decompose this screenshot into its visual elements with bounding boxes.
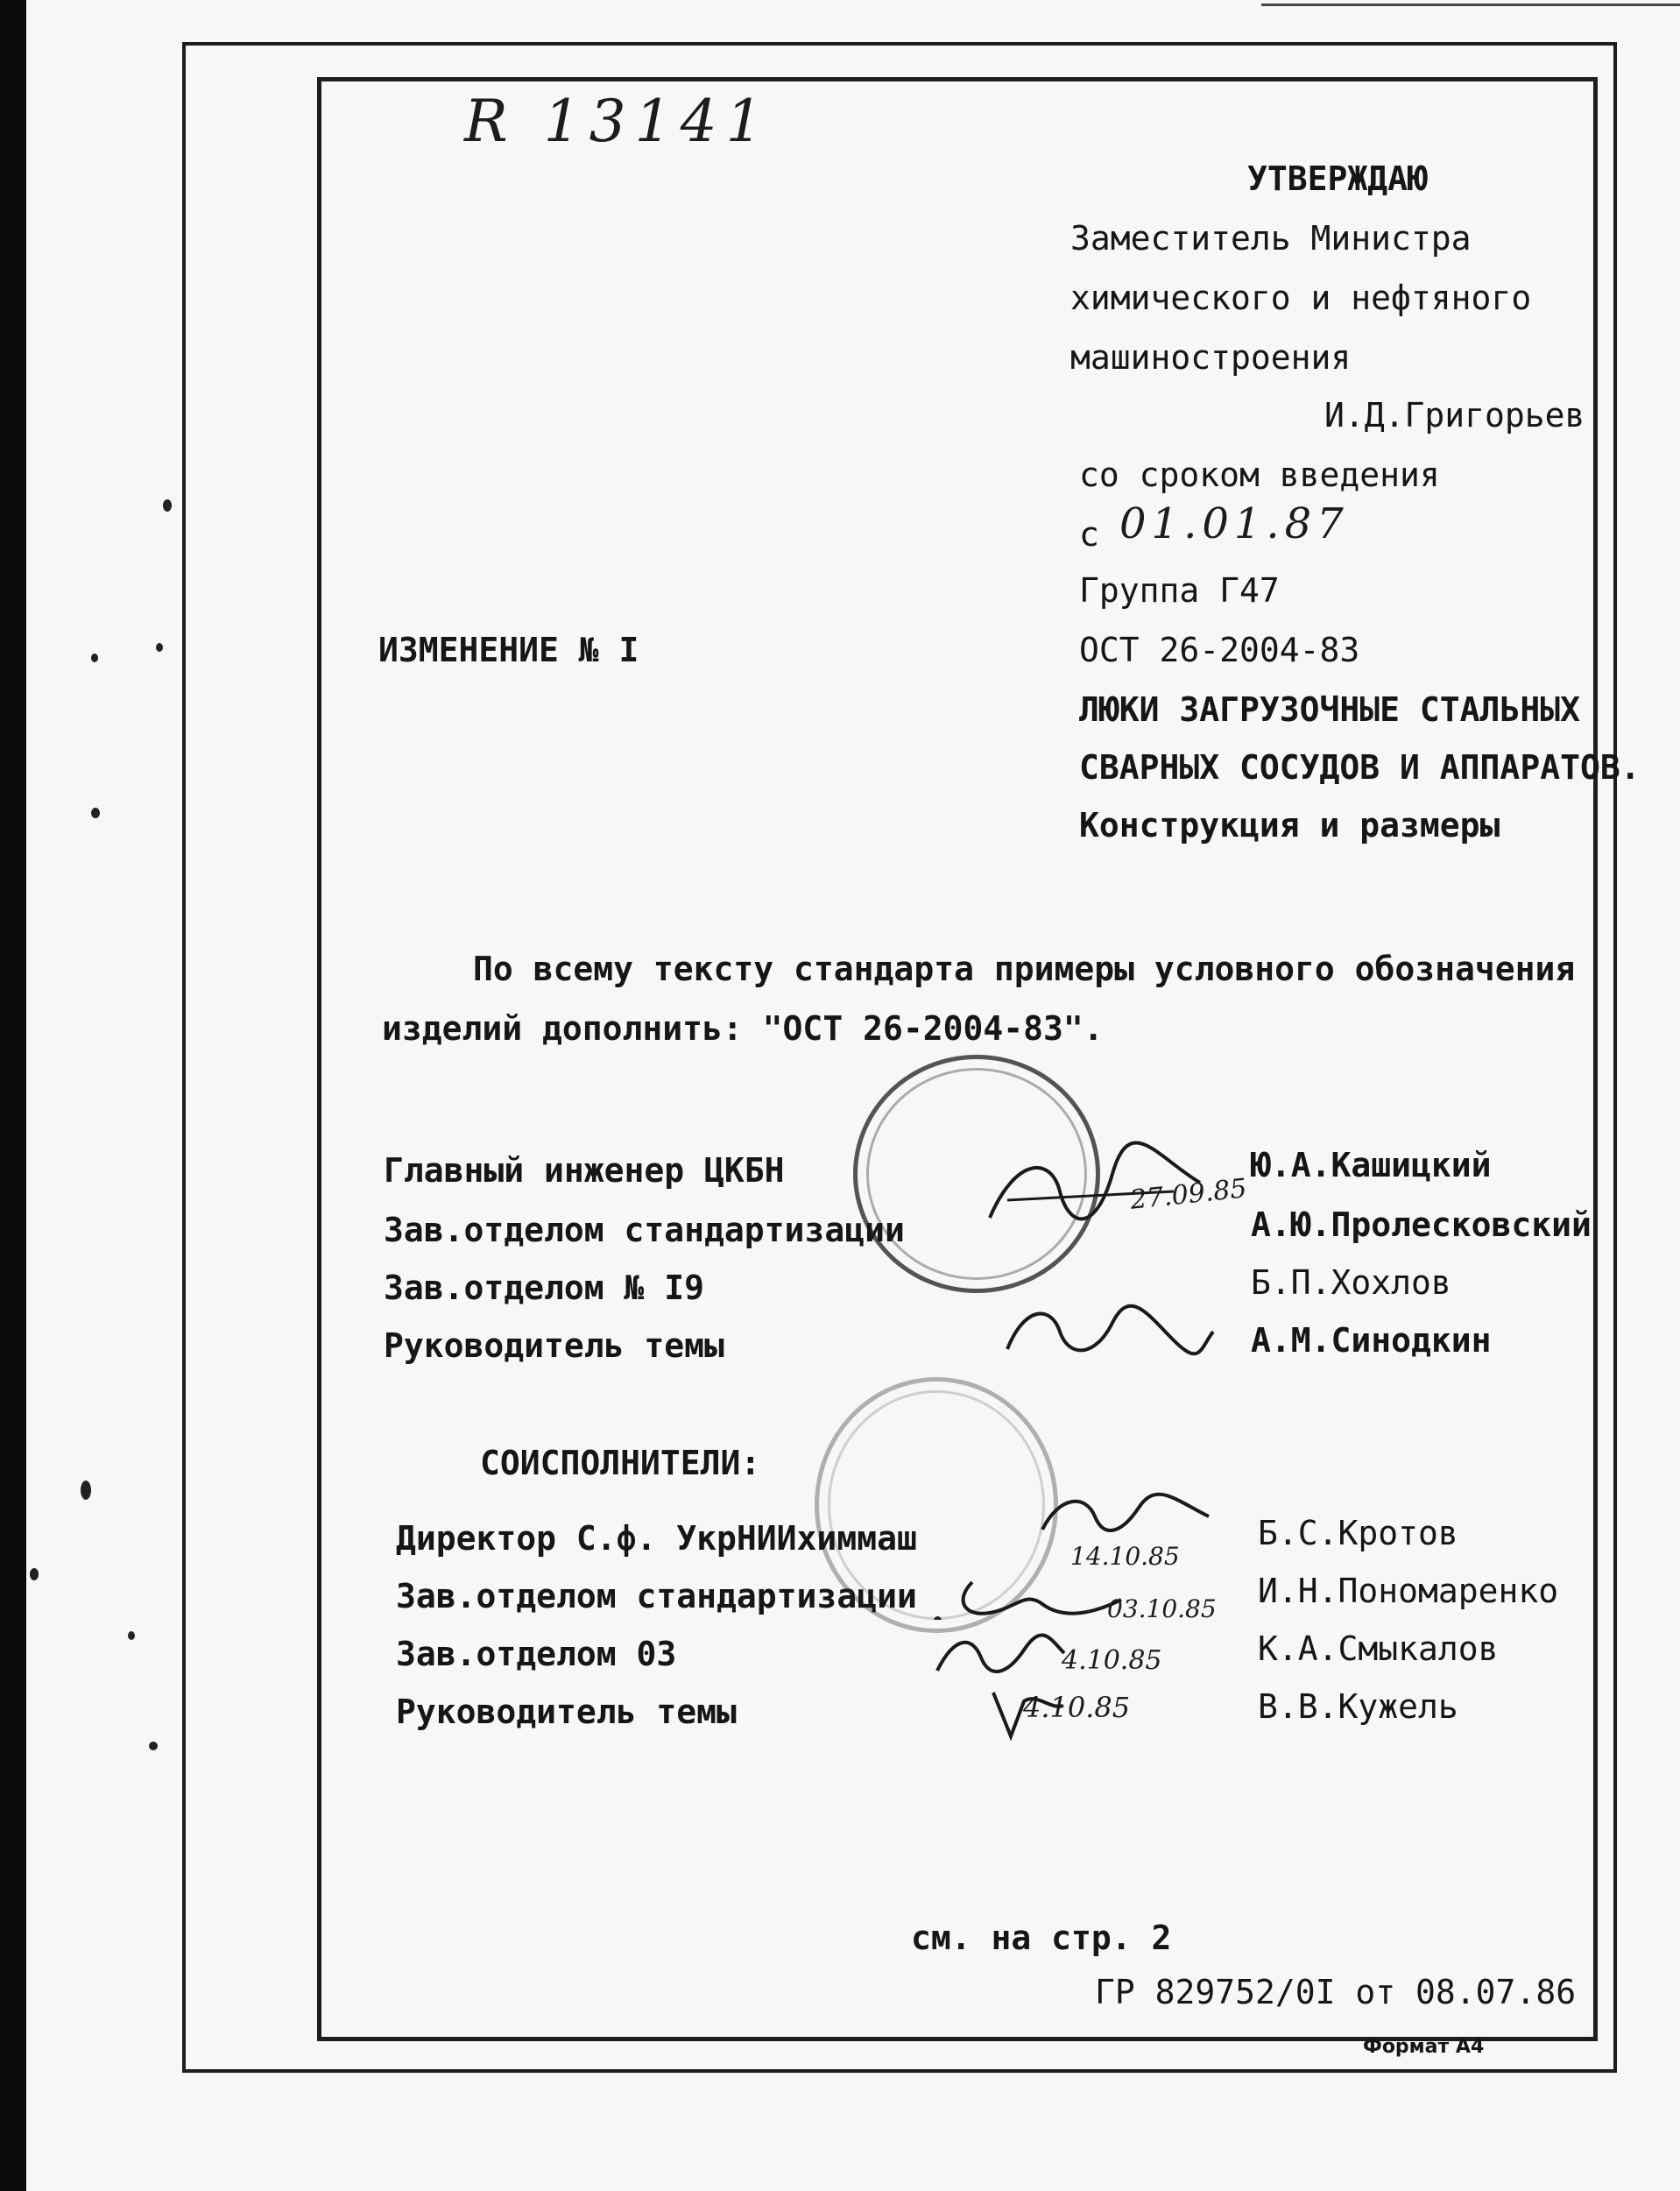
signatory-role: Руководитель темы <box>384 1326 724 1365</box>
scan-speck <box>30 1568 39 1580</box>
scan-speck <box>128 1631 135 1640</box>
body-line-2: изделий дополнить: "ОСТ 26-2004-83". <box>382 1009 1104 1048</box>
group-code: Группа Г47 <box>1079 571 1280 610</box>
coexecutor-name: И.Н.Пономаренко <box>1258 1572 1559 1610</box>
standard-number: ОСТ 26-2004-83 <box>1079 631 1360 669</box>
scan-edge <box>0 0 26 2191</box>
signature <box>981 1139 1209 1244</box>
approver-name: И.Д.Григорьев <box>1324 396 1585 435</box>
change-label: ИЗМЕНЕНИЕ № I <box>378 631 639 669</box>
coexecutor-name: К.А.Смыкалов <box>1258 1629 1499 1668</box>
signatory-name: А.М.Синодкин <box>1251 1321 1492 1360</box>
signature <box>1034 1486 1226 1547</box>
approval-line-3: машиностроения <box>1070 338 1352 377</box>
signature-date: 4.10.85 <box>1062 1645 1162 1676</box>
coexecutors-heading: СОИСПОЛНИТЕЛИ: <box>480 1444 761 1482</box>
body-line-1: По всему тексту стандарта примеры условного обозначения <box>473 950 1576 988</box>
signature <box>955 1565 1139 1626</box>
signatory-role: Главный инженер ЦКБН <box>384 1151 785 1190</box>
signatory-name: А.Ю.Пролесковский <box>1251 1205 1592 1244</box>
standard-title-line-1: ЛЮКИ ЗАГРУЗОЧНЫЕ СТАЛЬНЫХ <box>1079 690 1580 729</box>
scan-speck <box>149 1742 158 1750</box>
effective-date: 01.01.87 <box>1119 499 1349 548</box>
approval-heading: УТВЕРЖДАЮ <box>1247 159 1428 198</box>
top-rule <box>1261 4 1680 6</box>
signature <box>985 1675 1072 1745</box>
approval-line-2: химического и нефтяного <box>1070 279 1532 317</box>
signatory-role: Зав.отделом стандартизации <box>384 1211 905 1249</box>
term-label: со сроком введения <box>1079 456 1440 494</box>
format-mark: Формат А4 <box>1363 2036 1485 2058</box>
scan-speck <box>156 643 163 652</box>
signatory-name: Ю.А.Кашицкий <box>1251 1146 1492 1184</box>
coexecutor-role: Директор С.ф. УкрНИИхиммаш <box>396 1519 917 1558</box>
date-prefix: с <box>1079 515 1099 554</box>
coexecutor-name: В.В.Кужель <box>1258 1687 1458 1726</box>
continued-note: см. на стр. 2 <box>911 1919 1172 1957</box>
signature-date: 14.10.85 <box>1070 1542 1180 1571</box>
signature <box>999 1297 1218 1367</box>
signatory-role: Зав.отделом № I9 <box>384 1269 705 1307</box>
approval-line-1: Заместитель Министра <box>1070 219 1472 258</box>
signature-date: 03.10.85 <box>1107 1594 1217 1623</box>
standard-title-line-2: СВАРНЫХ СОСУДОВ И АППАРАТОВ. <box>1079 748 1641 787</box>
registration-number: ГР 829752/0I от 08.07.86 <box>1095 1973 1577 2011</box>
coexecutor-role: Зав.отделом стандартизации <box>396 1577 917 1615</box>
signatory-name: Б.П.Хохлов <box>1251 1263 1451 1302</box>
coexecutor-name: Б.С.Кротов <box>1258 1514 1458 1552</box>
scan-speck <box>163 499 172 512</box>
archive-number: R 13141 <box>464 88 772 155</box>
coexecutor-role: Зав.отделом 03 <box>396 1635 677 1673</box>
standard-title-line-3: Конструкция и размеры <box>1079 806 1500 845</box>
scan-speck <box>91 654 98 662</box>
scan-speck <box>81 1481 91 1500</box>
signature-date: 27.09.85 <box>1128 1173 1249 1216</box>
signature-date: 4.10.85 <box>1023 1691 1131 1724</box>
scan-speck <box>91 808 100 818</box>
coexecutor-role: Руководитель темы <box>396 1693 737 1731</box>
